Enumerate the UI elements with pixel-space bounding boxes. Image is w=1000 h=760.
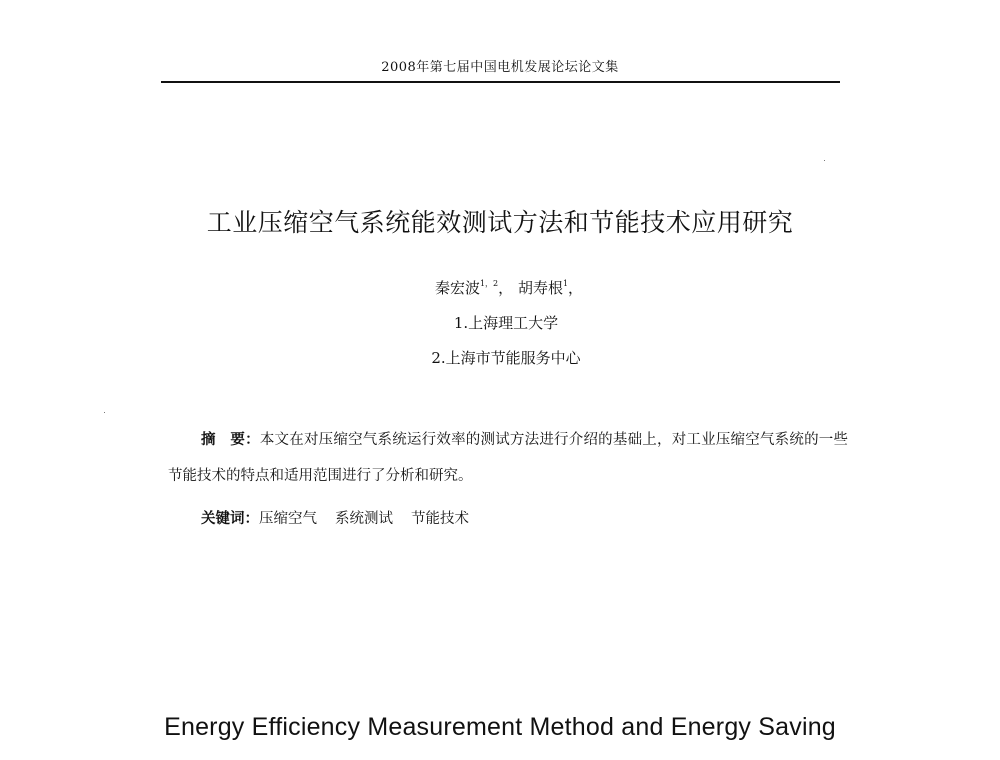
author-name: 胡寿根: [517, 279, 563, 297]
keyword-item: 系统测试: [335, 511, 393, 527]
abstract: [168, 422, 848, 494]
author-line: [0, 277, 1000, 298]
header-rule: [161, 81, 840, 83]
paper-title-english: Energy Efficiency Measurement Method and Energy Saving: [164, 713, 836, 741]
author-separator: ，: [568, 279, 584, 297]
affiliation-mark: 1，2: [479, 279, 499, 288]
scan-speck: [104, 412, 105, 413]
abstract-label: 摘 要：: [201, 431, 260, 448]
scan-speck: [824, 160, 825, 161]
paper-title-chinese: 工业压缩空气系统能效测试方法和节能技术应用研究: [206, 208, 794, 237]
affiliation-2: 2.上海市节能服务中心: [431, 349, 581, 367]
affiliation-mark: 1: [562, 279, 569, 288]
affiliation-1: 1.上海理工大学: [453, 314, 559, 332]
keywords-label: 关键词：: [201, 510, 259, 527]
author-name: 秦宏波: [434, 279, 480, 297]
author-separator: ，: [498, 279, 514, 297]
running-header: 2008年第七届中国电机发展论坛论文集: [381, 60, 619, 75]
keywords: [201, 507, 487, 528]
abstract-text: 本文在对压缩空气系统运行效率的测试方法进行介绍的基础上，对工业压缩空气系统的一些节能技术的特点和适用范围进行了分析和研究。: [168, 432, 849, 484]
keyword-item: 压缩空气: [259, 511, 317, 527]
keyword-item: 节能技术: [411, 511, 469, 527]
